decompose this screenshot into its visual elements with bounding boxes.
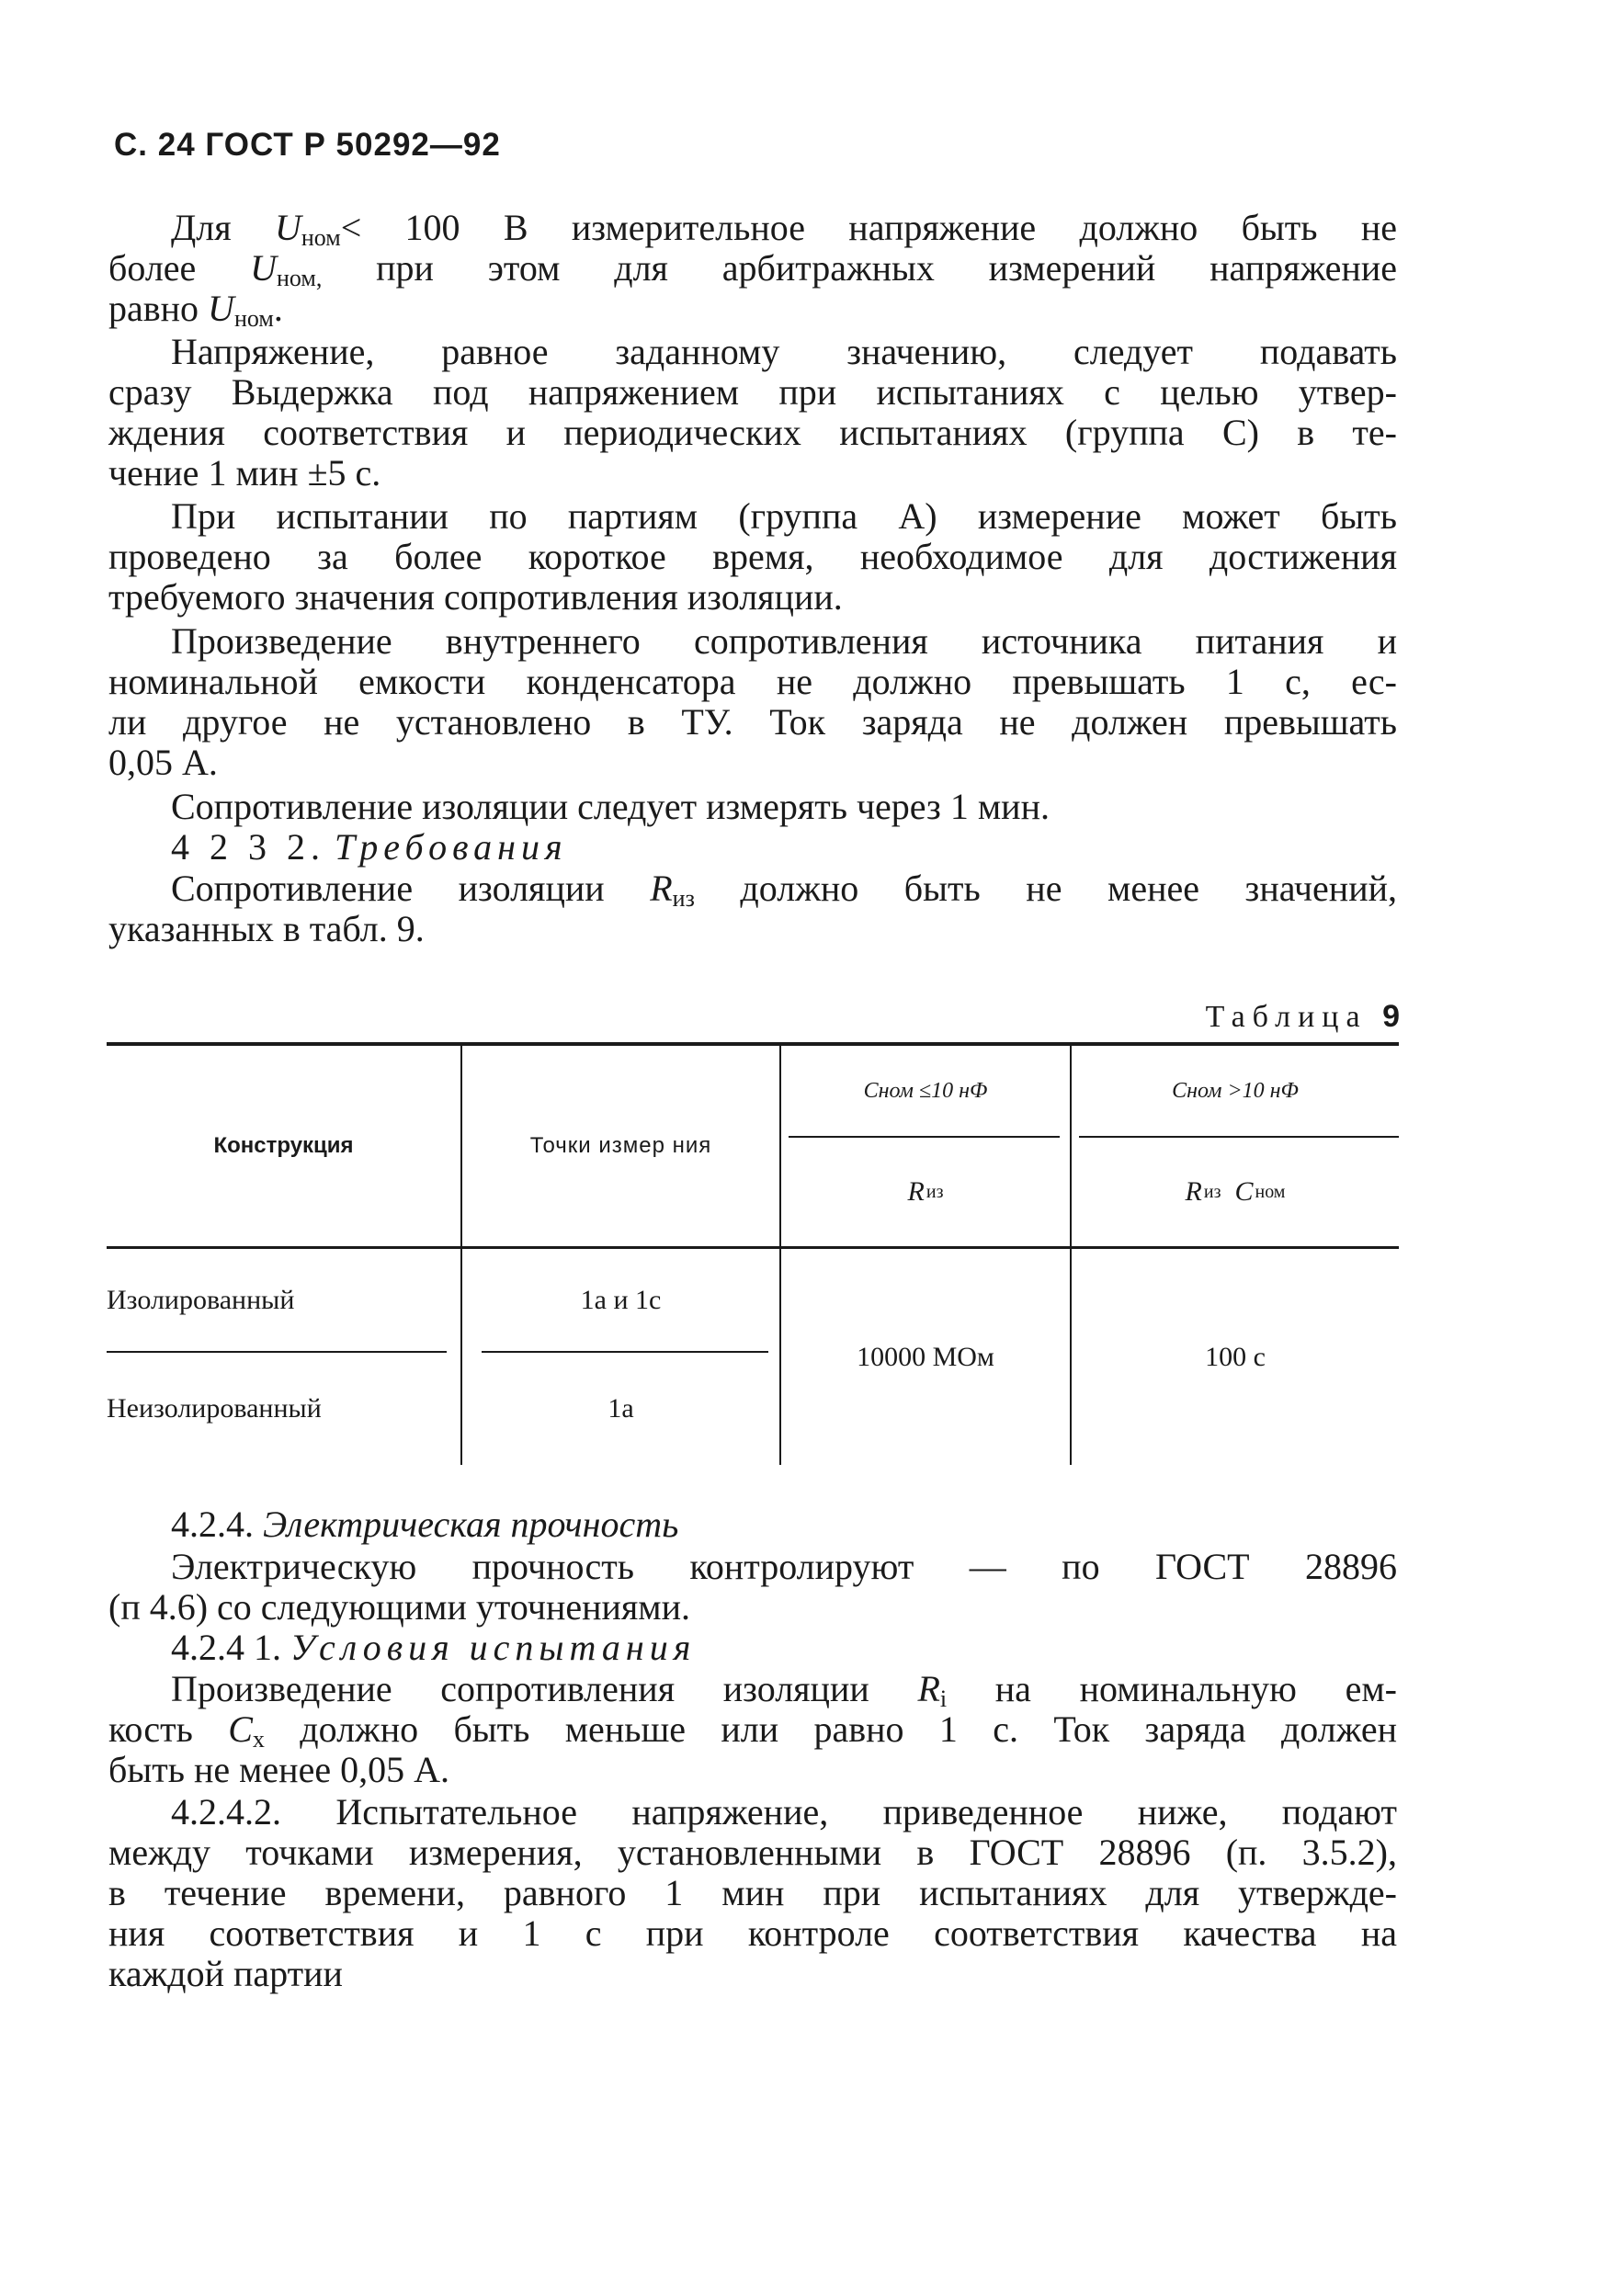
paragraph-4-line-4: 0,05 А.	[108, 742, 218, 783]
paragraph-8-line-1: Произведение сопротивления изоляции $R_i$ на номинальную ем-	[171, 1668, 1397, 1712]
paragraph-4-line-1: Произведение внутреннего сопротивления источника питания и	[171, 620, 1397, 662]
section-4241-heading	[108, 1628, 1397, 1668]
paragraph-3	[108, 496, 1397, 618]
section-4241-title: Условия испытания	[290, 1627, 697, 1668]
section-4241-number: 4.2.4 1.	[171, 1627, 281, 1668]
table-row-2-points: 1а	[608, 1393, 634, 1424]
section-424-heading	[108, 1504, 1397, 1545]
table-subheader-r-c: R из С ном	[1185, 1176, 1286, 1207]
paragraph-9-line-1: 4.2.4.2. Испытательное напряжение, приведенное ниже, подают	[171, 1791, 1397, 1832]
paragraph-1-line-2: более $U_{ном,}$ при этом для арбитражных измерений напряжение	[108, 247, 1397, 291]
paragraph-9-line-3: в течение времени, равного 1 мин при испытаниях для утвержде-	[108, 1872, 1397, 1913]
table-subheader-r: R из	[907, 1176, 944, 1207]
paragraph-1-line-3: равно $U_{ном}$.	[108, 288, 283, 332]
paragraph-8-line-2: кость $С_x$ должно быть меньше или равно 1 с. Ток заряда должен	[108, 1708, 1398, 1753]
paragraph-8-line-3: быть не менее 0,05 А.	[108, 1749, 449, 1790]
table-value-c-small: 10000 МОм	[857, 1341, 994, 1372]
paragraph-8	[108, 1669, 1397, 1790]
table-9	[107, 1042, 1399, 1465]
paragraph-2-line-2: сразу Выдержка под напряжением при испытаниях с целью утвер-	[108, 371, 1397, 413]
section-4232-heading	[108, 827, 1397, 868]
paragraph-3-line-1: При испытании по партиям (группа А) измерение может быть	[171, 495, 1397, 537]
table-row-2-construction: Неизолированный	[107, 1393, 322, 1424]
table-header-measure-points: Точки измер ния	[529, 1133, 712, 1158]
paragraph-7-line-2: (п 4.6) со следующими уточнениями.	[108, 1586, 691, 1628]
paragraph-5	[108, 787, 1397, 827]
paragraph-2-line-3: ждения соответствия и периодических испытаниях (группа С) в те-	[108, 412, 1397, 453]
paragraph-3-line-2: проведено за более короткое время, необходимое для достижения	[108, 536, 1397, 577]
paragraph-5-line-1: Сопротивление изоляции следует измерять через 1 мин.	[171, 786, 1050, 827]
paragraph-7	[108, 1547, 1397, 1628]
table-row-1-points: 1а и 1с	[580, 1284, 662, 1315]
paragraph-7-line-1: Электрическую прочность контролируют — по ГОСТ 28896	[171, 1546, 1397, 1587]
paragraph-9	[108, 1792, 1397, 1994]
paragraph-9-line-5: каждой партии	[108, 1953, 343, 1994]
table-header-c-large: Сном >10 нФ	[1172, 1078, 1299, 1103]
paragraph-9-line-4: ния соответствия и 1 с при контроле соответствия качества на	[108, 1912, 1397, 1954]
table-caption: Таблица 9	[1205, 999, 1400, 1034]
section-424-title: Электрическая прочность	[263, 1503, 679, 1545]
paragraph-4-line-3: ли другое не установлено в ТУ. Ток заряда не должен превышать	[108, 701, 1397, 743]
section-424-number: 4.2.4.	[171, 1503, 254, 1545]
table-value-c-large: 100 с	[1205, 1341, 1266, 1372]
paragraph-9-line-2: между точками измерения, установленными в ГОСТ 28896 (п. 3.5.2),	[108, 1832, 1397, 1873]
paragraph-2	[108, 332, 1397, 494]
section-4232-title: Требования	[335, 826, 568, 868]
paragraph-6-line-2: указанных в табл. 9.	[108, 908, 425, 949]
paragraph-4	[108, 621, 1397, 783]
paragraph-1	[108, 207, 1397, 332]
page-header: С. 24 ГОСТ Р 50292—92	[114, 127, 501, 163]
section-4232-number: 4 2 3 2.	[171, 826, 325, 868]
table-header-construction: Конструкция	[213, 1133, 354, 1158]
paragraph-6-line-1: Сопротивление изоляции $R_{из}$ должно быть не менее значений,	[171, 868, 1398, 912]
paragraph-6	[108, 868, 1397, 949]
paragraph-4-line-2: номинальной емкости конденсатора не должно превышать 1 с, ес-	[108, 661, 1397, 702]
table-row-1-construction: Изолированный	[107, 1284, 295, 1315]
table-number: 9	[1382, 999, 1400, 1034]
paragraph-3-line-3: требуемого значения сопротивления изоляции.	[108, 576, 843, 618]
paragraph-2-line-4: чение 1 мин ±5 с.	[108, 452, 381, 494]
table-header-c-small: Сном ≤10 нФ	[863, 1078, 988, 1103]
paragraph-2-line-1: Напряжение, равное заданному значению, следует подавать	[171, 331, 1397, 372]
paragraph-1-line-1: Для $U_{ном}< 100$ В измерительное напряжение должно быть не	[171, 207, 1397, 251]
